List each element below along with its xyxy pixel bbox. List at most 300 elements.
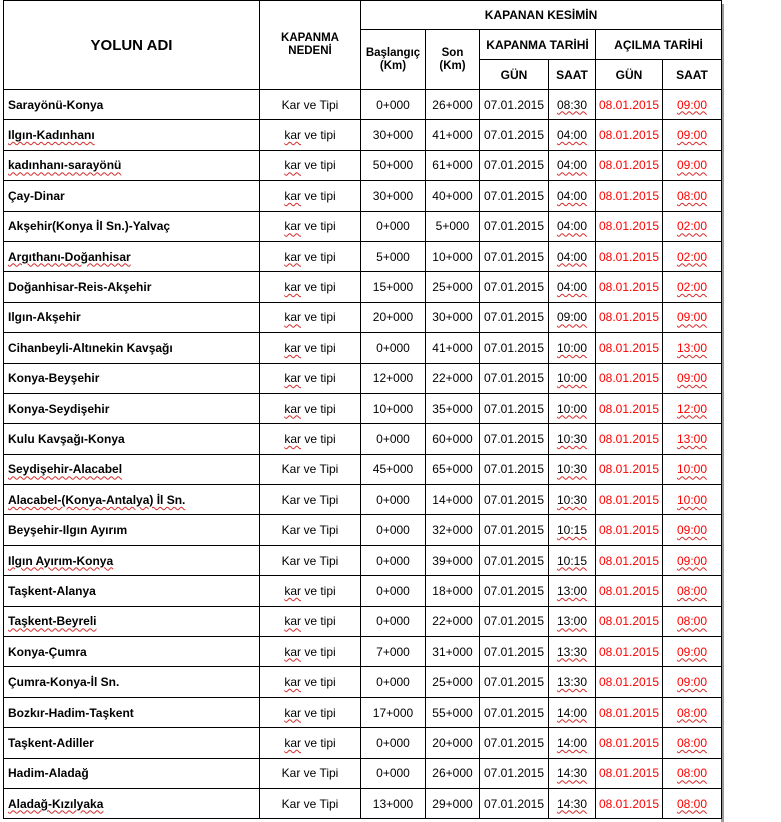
end-km-cell-text: 31+000 bbox=[432, 644, 473, 659]
opening-time-cell-text: 09:00 bbox=[676, 553, 708, 568]
opening-time-cell bbox=[663, 637, 722, 667]
start-km-cell-text: 0+000 bbox=[376, 431, 410, 446]
header-opening-date: AÇILMA TARİHİ bbox=[596, 30, 722, 60]
start-km-cell-text: 0+000 bbox=[376, 492, 410, 507]
opening-time-cell-text: 02:00 bbox=[676, 249, 708, 264]
closure-day-cell bbox=[480, 302, 549, 332]
table-row bbox=[4, 606, 722, 636]
start-km-cell-text: 7+000 bbox=[376, 644, 410, 659]
opening-time-cell bbox=[663, 576, 722, 606]
closure-time-cell-text: 14:30 bbox=[556, 766, 588, 781]
table-row bbox=[4, 241, 722, 271]
start-km-cell bbox=[361, 606, 426, 636]
end-km-cell-text: 25+000 bbox=[432, 675, 473, 690]
end-km-cell bbox=[426, 302, 480, 332]
closure-time-cell-text: 04:00 bbox=[556, 249, 588, 264]
closure-time-cell bbox=[549, 90, 596, 120]
start-km-cell-text: 5+000 bbox=[376, 249, 410, 264]
opening-day-cell-text: 08.01.2015 bbox=[598, 796, 660, 811]
closure-reason-cell-text: kar ve tipi bbox=[284, 340, 336, 355]
road-name-cell-text: Seydişehir-Alacabel bbox=[8, 462, 123, 477]
road-name-cell bbox=[4, 302, 260, 332]
opening-day-cell bbox=[596, 728, 663, 758]
end-km-cell-text: 14+000 bbox=[432, 492, 473, 507]
start-km-cell bbox=[361, 393, 426, 423]
opening-day-cell bbox=[596, 211, 663, 241]
opening-time-cell bbox=[663, 758, 722, 788]
start-km-cell bbox=[361, 758, 426, 788]
opening-time-cell-text: 08:00 bbox=[676, 705, 708, 720]
closure-day-cell-text: 07.01.2015 bbox=[483, 644, 545, 659]
closure-day-cell bbox=[480, 424, 549, 454]
closure-day-cell bbox=[480, 697, 549, 727]
road-name-cell-text: Çay-Dinar bbox=[8, 188, 65, 203]
closure-reason-cell bbox=[260, 485, 361, 515]
start-km-cell-text: 50+000 bbox=[372, 158, 414, 173]
road-name-cell bbox=[4, 637, 260, 667]
closure-time-cell bbox=[549, 150, 596, 180]
header-road-name: YOLUN ADI bbox=[4, 1, 260, 90]
closure-time-cell-text: 10:00 bbox=[556, 340, 588, 355]
start-km-cell-text: 0+000 bbox=[376, 614, 410, 629]
road-name-cell bbox=[4, 241, 260, 271]
closure-day-cell-text: 07.01.2015 bbox=[483, 371, 545, 386]
header-start-label: Başlangıç bbox=[365, 46, 421, 59]
table-row bbox=[4, 90, 722, 120]
opening-time-cell-text: 08:00 bbox=[676, 188, 708, 203]
end-km-cell-text: 39+000 bbox=[432, 553, 473, 568]
closure-day-cell-text: 07.01.2015 bbox=[483, 340, 545, 355]
table-row bbox=[4, 333, 722, 363]
end-km-cell bbox=[426, 241, 480, 271]
closure-reason-cell bbox=[260, 758, 361, 788]
closure-time-cell-text: 04:00 bbox=[556, 219, 588, 234]
end-km-cell bbox=[426, 454, 480, 484]
table-row bbox=[4, 667, 722, 697]
opening-day-cell bbox=[596, 181, 663, 211]
start-km-cell bbox=[361, 728, 426, 758]
opening-day-cell bbox=[596, 758, 663, 788]
closure-time-cell-text: 10:30 bbox=[556, 492, 588, 507]
road-name-cell-text: Konya-Çumra bbox=[8, 644, 87, 659]
opening-day-cell-text: 08.01.2015 bbox=[598, 219, 660, 234]
end-km-cell bbox=[426, 363, 480, 393]
closure-day-cell bbox=[480, 363, 549, 393]
start-km-cell-text: 30+000 bbox=[372, 128, 414, 143]
closure-reason-cell-text: Kar ve Tipi bbox=[281, 97, 339, 112]
end-km-cell bbox=[426, 788, 480, 818]
start-km-cell bbox=[361, 241, 426, 271]
closure-reason-cell bbox=[260, 272, 361, 302]
closure-reason-cell bbox=[260, 211, 361, 241]
closure-reason-cell-text: kar ve tipi bbox=[284, 188, 336, 203]
closure-day-cell-text: 07.01.2015 bbox=[483, 401, 545, 416]
opening-day-cell bbox=[596, 485, 663, 515]
closure-day-cell bbox=[480, 393, 549, 423]
road-name-cell-text: Konya-Beyşehir bbox=[8, 371, 100, 386]
start-km-cell bbox=[361, 454, 426, 484]
end-km-cell bbox=[426, 728, 480, 758]
closure-day-cell-text: 07.01.2015 bbox=[483, 523, 545, 538]
closure-time-cell-text: 09:00 bbox=[556, 310, 588, 325]
road-name-cell-text: Cihanbeyli-Altınekin Kavşağı bbox=[8, 340, 173, 355]
closure-day-cell-text: 07.01.2015 bbox=[483, 553, 545, 568]
header-close-time: SAAT bbox=[549, 60, 596, 90]
closure-day-cell bbox=[480, 667, 549, 697]
table-row bbox=[4, 545, 722, 575]
closure-day-cell bbox=[480, 120, 549, 150]
table-row bbox=[4, 637, 722, 667]
opening-day-cell-text: 08.01.2015 bbox=[598, 492, 660, 507]
opening-time-cell bbox=[663, 120, 722, 150]
header-end-km bbox=[426, 30, 480, 90]
end-km-cell-text: 60+000 bbox=[432, 431, 473, 446]
closure-time-cell bbox=[549, 485, 596, 515]
end-km-cell bbox=[426, 150, 480, 180]
closure-reason-cell-text: kar ve tipi bbox=[284, 401, 336, 416]
table-row bbox=[4, 211, 722, 241]
closure-reason-cell bbox=[260, 424, 361, 454]
start-km-cell-text: 0+000 bbox=[376, 553, 410, 568]
end-km-cell bbox=[426, 697, 480, 727]
start-km-cell bbox=[361, 333, 426, 363]
closure-time-cell bbox=[549, 241, 596, 271]
closure-reason-cell bbox=[260, 302, 361, 332]
closure-time-cell bbox=[549, 758, 596, 788]
closure-day-cell-text: 07.01.2015 bbox=[483, 735, 545, 750]
end-km-cell-text: 30+000 bbox=[432, 310, 473, 325]
road-name-cell bbox=[4, 333, 260, 363]
opening-time-cell-text: 13:00 bbox=[676, 340, 708, 355]
closure-day-cell bbox=[480, 150, 549, 180]
start-km-cell bbox=[361, 272, 426, 302]
start-km-cell bbox=[361, 788, 426, 818]
opening-day-cell bbox=[596, 454, 663, 484]
end-km-cell-text: 25+000 bbox=[432, 280, 473, 295]
closure-day-cell bbox=[480, 758, 549, 788]
start-km-cell bbox=[361, 485, 426, 515]
road-name-cell bbox=[4, 728, 260, 758]
closure-reason-cell bbox=[260, 515, 361, 545]
road-name-cell-text: Doğanhisar-Reis-Akşehir bbox=[8, 280, 152, 295]
start-km-cell-text: 20+000 bbox=[372, 310, 414, 325]
closure-day-cell-text: 07.01.2015 bbox=[483, 796, 545, 811]
opening-time-cell bbox=[663, 363, 722, 393]
closure-time-cell-text: 10:00 bbox=[556, 401, 588, 416]
closure-reason-cell bbox=[260, 181, 361, 211]
end-km-cell bbox=[426, 333, 480, 363]
end-km-cell bbox=[426, 90, 480, 120]
end-km-cell-text: 35+000 bbox=[432, 401, 473, 416]
road-name-cell bbox=[4, 515, 260, 545]
road-name-cell-text: Akşehir(Konya İl Sn.)-Yalvaç bbox=[8, 219, 171, 234]
header-open-time: SAAT bbox=[663, 60, 722, 90]
closure-reason-cell bbox=[260, 545, 361, 575]
end-km-cell bbox=[426, 758, 480, 788]
road-name-cell-text: Aladağ-Kızılyaka bbox=[8, 796, 104, 811]
opening-day-cell bbox=[596, 667, 663, 697]
closure-time-cell-text: 10:15 bbox=[556, 553, 588, 568]
closure-time-cell bbox=[549, 576, 596, 606]
end-km-cell bbox=[426, 272, 480, 302]
closure-reason-cell-text: kar ve tipi bbox=[284, 249, 336, 264]
end-km-cell bbox=[426, 515, 480, 545]
end-km-cell-text: 18+000 bbox=[432, 583, 473, 598]
opening-day-cell-text: 08.01.2015 bbox=[598, 188, 660, 203]
table-row bbox=[4, 758, 722, 788]
closure-reason-cell-text: kar ve tipi bbox=[284, 583, 336, 598]
opening-time-cell bbox=[663, 90, 722, 120]
opening-time-cell-text: 09:00 bbox=[676, 644, 708, 659]
opening-time-cell-text: 08:00 bbox=[676, 766, 708, 781]
header-row-1 bbox=[4, 1, 722, 30]
start-km-cell bbox=[361, 120, 426, 150]
closure-time-cell bbox=[549, 120, 596, 150]
road-name-cell-text: Ilgın-Akşehir bbox=[8, 310, 81, 325]
opening-time-cell-text: 02:00 bbox=[676, 280, 708, 295]
table-row bbox=[4, 576, 722, 606]
opening-time-cell-text: 10:00 bbox=[676, 492, 708, 507]
opening-time-cell bbox=[663, 181, 722, 211]
table-body bbox=[4, 1, 722, 819]
road-name-cell-text: Ilgın-Kadınhanı bbox=[8, 128, 95, 143]
closure-time-cell bbox=[549, 788, 596, 818]
closure-reason-cell bbox=[260, 90, 361, 120]
closure-time-cell bbox=[549, 393, 596, 423]
road-name-cell bbox=[4, 697, 260, 727]
closure-time-cell-text: 04:00 bbox=[556, 128, 588, 143]
end-km-cell-text: 40+000 bbox=[432, 188, 473, 203]
closure-day-cell-text: 07.01.2015 bbox=[483, 128, 545, 143]
start-km-cell-text: 0+000 bbox=[376, 583, 410, 598]
closure-day-cell-text: 07.01.2015 bbox=[483, 97, 545, 112]
road-name-cell-text: Taşkent-Alanya bbox=[8, 583, 96, 598]
opening-day-cell bbox=[596, 302, 663, 332]
end-km-cell-text: 20+000 bbox=[432, 735, 473, 750]
road-name-cell bbox=[4, 150, 260, 180]
start-km-cell-text: 13+000 bbox=[372, 796, 414, 811]
end-km-cell-text: 26+000 bbox=[432, 766, 473, 781]
opening-day-cell bbox=[596, 333, 663, 363]
closure-time-cell bbox=[549, 211, 596, 241]
start-km-cell bbox=[361, 515, 426, 545]
closure-reason-cell bbox=[260, 637, 361, 667]
opening-time-cell-text: 09:00 bbox=[676, 97, 708, 112]
opening-time-cell-text: 08:00 bbox=[676, 614, 708, 629]
end-km-cell bbox=[426, 211, 480, 241]
closure-day-cell bbox=[480, 545, 549, 575]
opening-time-cell bbox=[663, 333, 722, 363]
start-km-cell-text: 0+000 bbox=[376, 340, 410, 355]
road-name-cell-text: kadınhanı-sarayönü bbox=[8, 158, 122, 173]
start-km-cell-text: 0+000 bbox=[376, 675, 410, 690]
end-km-cell-text: 41+000 bbox=[432, 340, 473, 355]
table-row bbox=[4, 515, 722, 545]
closure-day-cell-text: 07.01.2015 bbox=[483, 492, 545, 507]
closure-day-cell-text: 07.01.2015 bbox=[483, 219, 545, 234]
closure-time-cell bbox=[549, 424, 596, 454]
opening-day-cell bbox=[596, 90, 663, 120]
start-km-cell bbox=[361, 697, 426, 727]
opening-day-cell-text: 08.01.2015 bbox=[598, 462, 660, 477]
opening-day-cell-text: 08.01.2015 bbox=[598, 128, 660, 143]
opening-time-cell-text: 09:00 bbox=[676, 158, 708, 173]
opening-day-cell-text: 08.01.2015 bbox=[598, 553, 660, 568]
opening-time-cell-text: 10:00 bbox=[676, 462, 708, 477]
opening-time-cell-text: 12:00 bbox=[676, 401, 708, 416]
closure-time-cell-text: 14:00 bbox=[556, 735, 588, 750]
closure-time-cell bbox=[549, 454, 596, 484]
closure-time-cell bbox=[549, 515, 596, 545]
closure-time-cell-text: 10:30 bbox=[556, 462, 588, 477]
road-name-cell bbox=[4, 363, 260, 393]
road-name-cell bbox=[4, 758, 260, 788]
road-name-cell bbox=[4, 393, 260, 423]
opening-day-cell-text: 08.01.2015 bbox=[598, 97, 660, 112]
closure-time-cell-text: 14:30 bbox=[556, 796, 588, 811]
opening-day-cell bbox=[596, 697, 663, 727]
header-close-day: GÜN bbox=[480, 60, 549, 90]
closure-time-cell bbox=[549, 545, 596, 575]
road-name-cell bbox=[4, 667, 260, 697]
closure-reason-cell bbox=[260, 454, 361, 484]
start-km-cell-text: 30+000 bbox=[372, 188, 414, 203]
road-name-cell bbox=[4, 545, 260, 575]
opening-time-cell bbox=[663, 485, 722, 515]
end-km-cell bbox=[426, 485, 480, 515]
opening-time-cell-text: 08:00 bbox=[676, 796, 708, 811]
closure-day-cell bbox=[480, 181, 549, 211]
start-km-cell bbox=[361, 302, 426, 332]
closure-day-cell-text: 07.01.2015 bbox=[483, 675, 545, 690]
closure-reason-cell-text: kar ve tipi bbox=[284, 128, 336, 143]
closure-day-cell-text: 07.01.2015 bbox=[483, 766, 545, 781]
opening-time-cell bbox=[663, 606, 722, 636]
opening-day-cell-text: 08.01.2015 bbox=[598, 340, 660, 355]
closure-time-cell-text: 14:00 bbox=[556, 705, 588, 720]
opening-time-cell-text: 09:00 bbox=[676, 523, 708, 538]
closure-day-cell-text: 07.01.2015 bbox=[483, 431, 545, 446]
header-closure-date: KAPANMA TARİHİ bbox=[480, 30, 596, 60]
opening-day-cell-text: 08.01.2015 bbox=[598, 644, 660, 659]
closure-time-cell-text: 13:00 bbox=[556, 614, 588, 629]
end-km-cell bbox=[426, 667, 480, 697]
start-km-cell-text: 0+000 bbox=[376, 219, 410, 234]
table-row bbox=[4, 454, 722, 484]
opening-day-cell-text: 08.01.2015 bbox=[598, 523, 660, 538]
opening-time-cell-text: 09:00 bbox=[676, 310, 708, 325]
end-km-cell bbox=[426, 181, 480, 211]
opening-time-cell bbox=[663, 424, 722, 454]
start-km-cell-text: 0+000 bbox=[376, 523, 410, 538]
road-name-cell-text: Çumra-Konya-İl Sn. bbox=[8, 675, 120, 690]
opening-time-cell bbox=[663, 150, 722, 180]
opening-day-cell bbox=[596, 515, 663, 545]
closure-reason-cell-text: Kar ve Tipi bbox=[281, 462, 339, 477]
start-km-cell-text: 12+000 bbox=[372, 371, 414, 386]
closure-reason-cell bbox=[260, 120, 361, 150]
road-name-cell-text: Hadim-Aladağ bbox=[8, 766, 89, 781]
road-name-cell bbox=[4, 120, 260, 150]
closure-time-cell-text: 10:15 bbox=[556, 523, 588, 538]
table-row bbox=[4, 120, 722, 150]
opening-time-cell bbox=[663, 545, 722, 575]
road-name-cell-text: Bozkır-Hadim-Taşkent bbox=[8, 705, 134, 720]
closure-reason-cell bbox=[260, 667, 361, 697]
closure-day-cell bbox=[480, 515, 549, 545]
road-name-cell bbox=[4, 424, 260, 454]
closure-reason-cell bbox=[260, 576, 361, 606]
closure-reason-cell-text: kar ve tipi bbox=[284, 431, 336, 446]
closure-time-cell bbox=[549, 728, 596, 758]
closure-reason-cell-text: kar ve tipi bbox=[284, 705, 336, 720]
closure-time-cell bbox=[549, 302, 596, 332]
closure-time-cell-text: 08:30 bbox=[556, 97, 588, 112]
end-km-cell-text: 29+000 bbox=[432, 796, 473, 811]
opening-time-cell-text: 02:00 bbox=[676, 219, 708, 234]
opening-day-cell-text: 08.01.2015 bbox=[598, 310, 660, 325]
closure-day-cell-text: 07.01.2015 bbox=[483, 249, 545, 264]
opening-time-cell bbox=[663, 728, 722, 758]
road-name-cell-text: Beyşehir-Ilgın Ayırım bbox=[8, 523, 128, 538]
opening-day-cell-text: 08.01.2015 bbox=[598, 614, 660, 629]
road-name-cell-text: Ilgın Ayırım-Konya bbox=[8, 553, 114, 568]
start-km-cell bbox=[361, 637, 426, 667]
road-name-cell bbox=[4, 181, 260, 211]
closure-day-cell-text: 07.01.2015 bbox=[483, 462, 545, 477]
closure-reason-cell-text: Kar ve Tipi bbox=[281, 796, 339, 811]
end-km-cell-text: 65+000 bbox=[432, 462, 473, 477]
closure-reason-cell bbox=[260, 333, 361, 363]
start-km-cell-text: 0+000 bbox=[376, 766, 410, 781]
opening-day-cell bbox=[596, 637, 663, 667]
closure-reason-cell-text: Kar ve Tipi bbox=[281, 492, 339, 507]
closure-reason-cell bbox=[260, 697, 361, 727]
start-km-cell-text: 17+000 bbox=[372, 705, 414, 720]
closure-reason-cell-text: kar ve tipi bbox=[284, 158, 336, 173]
road-name-cell-text: Alacabel-(Konya-Antalya) İl Sn. bbox=[8, 492, 186, 507]
table-row bbox=[4, 393, 722, 423]
closure-reason-cell-text: kar ve tipi bbox=[284, 371, 336, 386]
opening-time-cell bbox=[663, 211, 722, 241]
start-km-cell bbox=[361, 181, 426, 211]
closure-day-cell bbox=[480, 728, 549, 758]
start-km-cell bbox=[361, 90, 426, 120]
end-km-cell bbox=[426, 637, 480, 667]
table-row bbox=[4, 697, 722, 727]
closure-day-cell-text: 07.01.2015 bbox=[483, 705, 545, 720]
closure-time-cell-text: 04:00 bbox=[556, 280, 588, 295]
closure-day-cell bbox=[480, 788, 549, 818]
end-km-cell bbox=[426, 576, 480, 606]
opening-day-cell-text: 08.01.2015 bbox=[598, 431, 660, 446]
road-name-cell bbox=[4, 606, 260, 636]
opening-day-cell-text: 08.01.2015 bbox=[598, 158, 660, 173]
end-km-cell bbox=[426, 393, 480, 423]
closure-reason-cell-text: Kar ve Tipi bbox=[281, 523, 339, 538]
closure-reason-cell-text: kar ve tipi bbox=[284, 614, 336, 629]
header-open-day: GÜN bbox=[596, 60, 663, 90]
opening-time-cell bbox=[663, 697, 722, 727]
road-name-cell bbox=[4, 211, 260, 241]
road-name-cell bbox=[4, 788, 260, 818]
closure-time-cell bbox=[549, 606, 596, 636]
opening-time-cell bbox=[663, 241, 722, 271]
opening-time-cell bbox=[663, 393, 722, 423]
start-km-cell-text: 0+000 bbox=[376, 97, 410, 112]
end-km-cell-text: 26+000 bbox=[432, 97, 473, 112]
table-row bbox=[4, 728, 722, 758]
